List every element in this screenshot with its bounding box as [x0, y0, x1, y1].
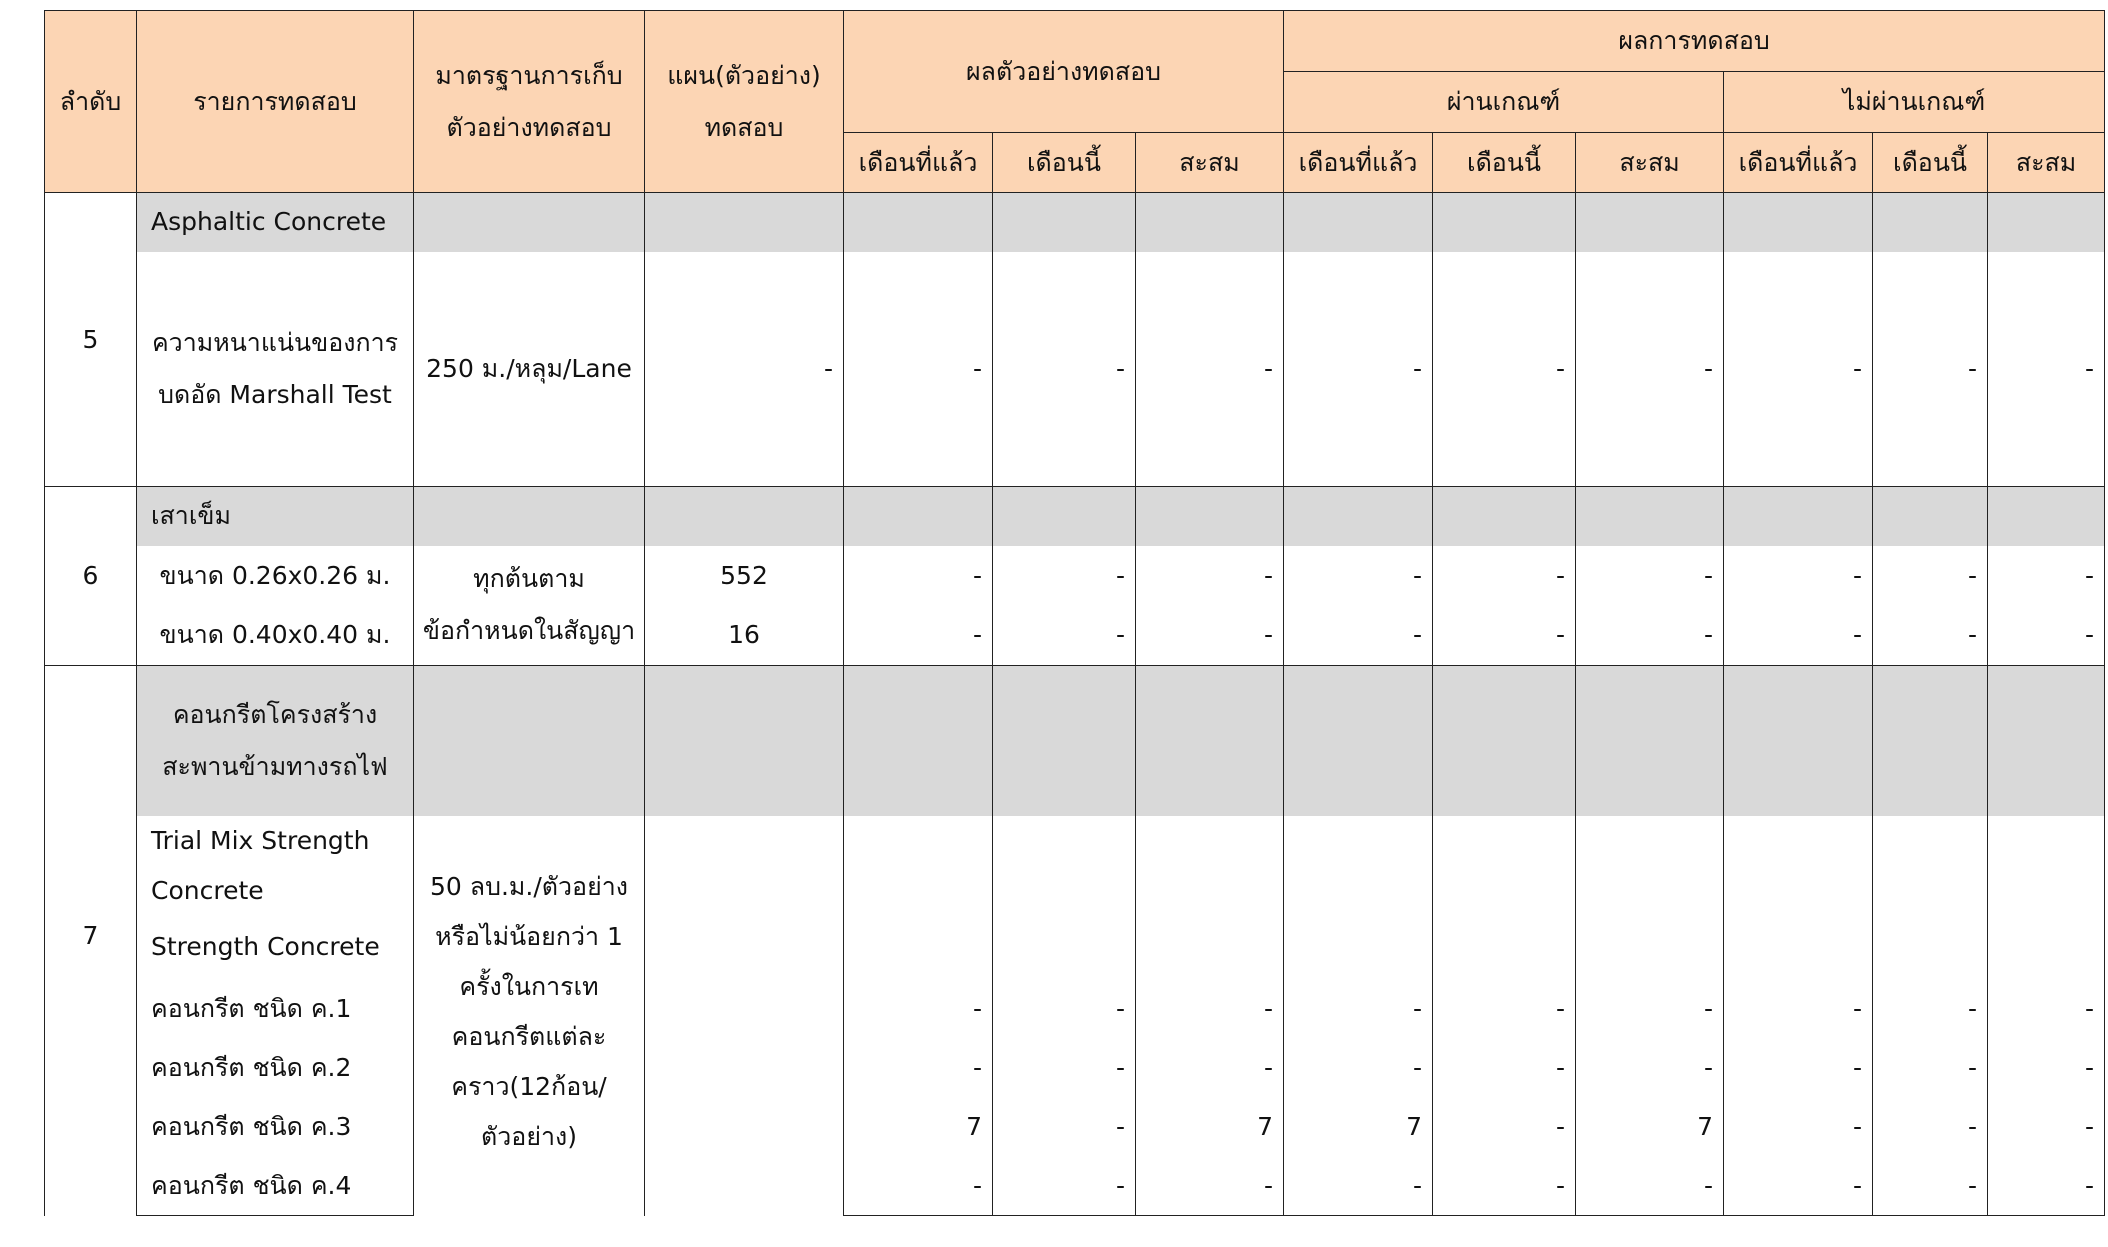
- header-fail-prev-month: เดือนที่แล้ว: [1724, 133, 1873, 193]
- row-number: 6: [45, 487, 137, 666]
- value-cell: -: [1724, 252, 1873, 487]
- standard: 50 ลบ.ม./ตัวอย่าง หรือไม่น้อยกว่า 1 ครั้งในการเท คอนกรีตแต่ละ คราว(12ก้อน/ ตัวอย่าง): [414, 816, 645, 1216]
- value-cell: -: [1433, 1039, 1576, 1098]
- table-row: [45, 816, 2105, 980]
- test-item: คอนกรีต ชนิด ค.1: [137, 980, 414, 1039]
- value-cell: -: [1136, 546, 1284, 606]
- value-cell: -: [1284, 1157, 1433, 1216]
- section-title-row: [45, 487, 2105, 546]
- value-cell: -: [1136, 1157, 1284, 1216]
- value-cell: -: [1873, 606, 1988, 666]
- section-title-row: [45, 666, 2105, 816]
- test-item: ความหนาแน่นของการ บดอัด Marshall Test: [137, 252, 414, 487]
- test-item: คอนกรีต ชนิด ค.3: [137, 1098, 414, 1157]
- value-cell: -: [993, 980, 1136, 1039]
- value-cell: -: [1576, 546, 1724, 606]
- header-item: รายการทดสอบ: [137, 11, 414, 193]
- value-cell: -: [844, 1157, 993, 1216]
- value-cell: -: [1433, 1157, 1576, 1216]
- table-row: [45, 1039, 2105, 1098]
- test-results-table: [44, 10, 2105, 1216]
- header-sample-results: ผลตัวอย่างทดสอบ: [844, 11, 1284, 133]
- value-cell: -: [1724, 1039, 1873, 1098]
- value-cell: -: [1576, 1157, 1724, 1216]
- value-cell: -: [1433, 252, 1576, 487]
- value-cell: -: [1284, 606, 1433, 666]
- value-cell: -: [1136, 252, 1284, 487]
- value-cell: -: [844, 1039, 993, 1098]
- value-cell: -: [993, 1157, 1136, 1216]
- table-row: [45, 606, 2105, 666]
- header-pass-this-month: เดือนนี้: [1433, 133, 1576, 193]
- value-cell: -: [1873, 1157, 1988, 1216]
- plan-value: 552: [645, 546, 844, 606]
- header-fail-this-month: เดือนนี้: [1873, 133, 1988, 193]
- value-cell: -: [1284, 546, 1433, 606]
- value-cell: 7: [1136, 1098, 1284, 1157]
- test-item: คอนกรีต ชนิด ค.4: [137, 1157, 414, 1216]
- table-row: [45, 546, 2105, 606]
- value-cell: -: [1873, 980, 1988, 1039]
- value-cell: -: [1724, 1157, 1873, 1216]
- value-cell: -: [1576, 1039, 1724, 1098]
- header-pass-prev-month: เดือนที่แล้ว: [1284, 133, 1433, 193]
- header-fail: ไม่ผ่านเกณฑ์: [1724, 72, 2105, 133]
- value-cell: 7: [1576, 1098, 1724, 1157]
- value-cell: -: [844, 606, 993, 666]
- value-cell: -: [1873, 1098, 1988, 1157]
- value-cell: -: [993, 1098, 1136, 1157]
- section-title: เสาเข็ม: [137, 487, 414, 546]
- value-cell: -: [1988, 1039, 2105, 1098]
- value-cell: -: [1136, 980, 1284, 1039]
- header-test-results: ผลการทดสอบ: [1284, 11, 2105, 72]
- table-row: [45, 980, 2105, 1039]
- value-cell: -: [1724, 980, 1873, 1039]
- section-5: [45, 193, 2105, 487]
- table-row: [45, 252, 2105, 487]
- value-cell: -: [1576, 980, 1724, 1039]
- table-header: [45, 11, 2105, 193]
- value-cell: -: [1988, 1157, 2105, 1216]
- plan-value: -: [645, 252, 844, 487]
- plan-value: [645, 816, 844, 1216]
- test-item: ขนาด 0.26x0.26 ม.: [137, 546, 414, 606]
- section-title: คอนกรีตโครงสร้าง สะพานข้ามทางรถไฟ: [137, 666, 414, 816]
- header-no: ลำดับ: [45, 11, 137, 193]
- value-cell: -: [844, 252, 993, 487]
- value-cell: -: [1873, 252, 1988, 487]
- header-sample-prev-month: เดือนที่แล้ว: [844, 133, 993, 193]
- value-cell: -: [1433, 546, 1576, 606]
- table-row: [45, 1098, 2105, 1157]
- header-fail-cumulative: สะสม: [1988, 133, 2105, 193]
- value-cell: -: [1988, 980, 2105, 1039]
- value-cell: -: [844, 546, 993, 606]
- value-cell: -: [993, 252, 1136, 487]
- header-pass: ผ่านเกณฑ์: [1284, 72, 1724, 133]
- value-cell: -: [1284, 1039, 1433, 1098]
- value-cell: -: [1433, 1098, 1576, 1157]
- value-cell: -: [1988, 606, 2105, 666]
- section-7: [45, 666, 2105, 1216]
- test-subheading: Trial Mix Strength Concrete Strength Concrete: [137, 816, 414, 980]
- value-cell: -: [1433, 980, 1576, 1039]
- row-number: 5: [45, 193, 137, 487]
- value-cell: 7: [1284, 1098, 1433, 1157]
- value-cell: -: [1873, 546, 1988, 606]
- header-plan: แผน(ตัวอย่าง) ทดสอบ: [645, 11, 844, 193]
- value-cell: -: [993, 546, 1136, 606]
- row-number: 7: [45, 666, 137, 1216]
- test-item: คอนกรีต ชนิด ค.2: [137, 1039, 414, 1098]
- value-cell: -: [1576, 252, 1724, 487]
- value-cell: -: [1576, 606, 1724, 666]
- section-6: [45, 487, 2105, 666]
- standard: ทุกต้นตาม ข้อกำหนดในสัญญา: [414, 546, 645, 666]
- value-cell: -: [1988, 546, 2105, 606]
- value-cell: -: [1284, 252, 1433, 487]
- value-cell: -: [1136, 1039, 1284, 1098]
- value-cell: -: [1724, 546, 1873, 606]
- value-cell: -: [1724, 606, 1873, 666]
- header-sample-cumulative: สะสม: [1136, 133, 1284, 193]
- value-cell: -: [1988, 252, 2105, 487]
- value-cell: 7: [844, 1098, 993, 1157]
- value-cell: -: [1433, 606, 1576, 666]
- header-sample-this-month: เดือนนี้: [993, 133, 1136, 193]
- plan-value: 16: [645, 606, 844, 666]
- section-title: Asphaltic Concrete: [137, 193, 414, 252]
- value-cell: -: [993, 1039, 1136, 1098]
- value-cell: -: [1284, 980, 1433, 1039]
- value-cell: -: [1136, 606, 1284, 666]
- test-item: ขนาด 0.40x0.40 ม.: [137, 606, 414, 666]
- header-standard: มาตรฐานการเก็บ ตัวอย่างทดสอบ: [414, 11, 645, 193]
- value-cell: -: [993, 606, 1136, 666]
- value-cell: -: [1988, 1098, 2105, 1157]
- section-title-row: [45, 193, 2105, 252]
- test-results-sheet: [44, 10, 2104, 1216]
- table-row: [45, 1157, 2105, 1216]
- standard: 250 ม./หลุม/Lane: [414, 252, 645, 487]
- value-cell: -: [1724, 1098, 1873, 1157]
- value-cell: -: [1873, 1039, 1988, 1098]
- value-cell: -: [844, 980, 993, 1039]
- header-pass-cumulative: สะสม: [1576, 133, 1724, 193]
